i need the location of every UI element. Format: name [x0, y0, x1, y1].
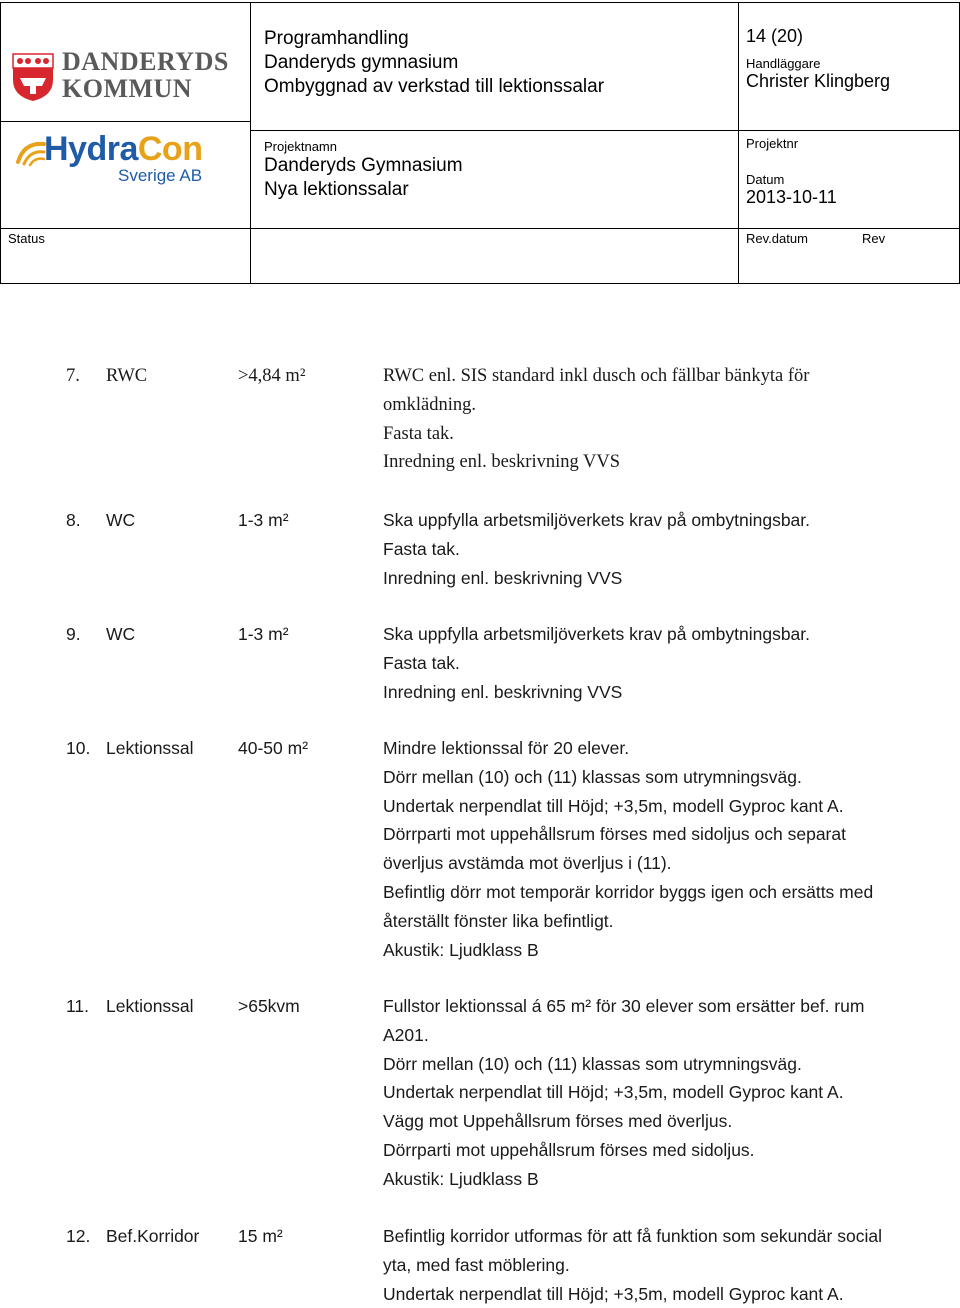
logo-subtitle: Sverige AB — [118, 166, 203, 185]
item-number: 9. — [66, 624, 81, 644]
divider — [0, 228, 960, 229]
room-description — [383, 734, 943, 964]
projektnr-label: Projektnr — [746, 136, 799, 151]
description-line: Ska uppfylla arbetsmiljöverkets krav på ombytningsbar. — [383, 624, 811, 644]
description-line: omklädning. — [383, 394, 477, 415]
room-description — [383, 362, 943, 477]
description-line: överljus avstämda mot överljus i (11). — [383, 853, 672, 874]
item-number: 10. — [66, 738, 91, 758]
room-area: 15 m² — [238, 1226, 283, 1246]
room-name: Lektionssal — [106, 996, 194, 1016]
description-line: Dörrparti mot uppehållsrum förses med sidoljus och separat — [383, 824, 846, 845]
hydracon-mark-icon — [14, 138, 48, 168]
room-area: >4,84 m² — [238, 366, 306, 386]
room-name: Bef.Korridor — [106, 1226, 200, 1246]
description-line: Fullstor lektionssal á 65 m² för 30 elever som ersätter bef. rum — [383, 996, 865, 1016]
room-area: 1-3 m² — [238, 510, 289, 530]
document-title: Ombyggnad av verkstad till lektionssalar — [264, 76, 605, 97]
description-line: Undertak nerpendlat till Höjd; +3,5m, modell Gyproc kant A. — [383, 1283, 844, 1304]
description-line: Inredning enl. beskrivning VVS — [383, 452, 621, 473]
hydracon-wordmark — [44, 130, 202, 169]
item-number: 11. — [66, 996, 90, 1016]
document-header — [0, 0, 960, 284]
description-line: Ska uppfylla arbetsmiljöverkets krav på ombytningsbar. — [383, 510, 811, 530]
divider — [250, 130, 960, 131]
danderyds-kommun-wordmark — [62, 48, 229, 102]
divider — [0, 121, 250, 122]
datum-value: 2013-10-11 — [746, 187, 837, 207]
room-description — [383, 506, 943, 592]
room-area: 1-3 m² — [238, 624, 289, 644]
item-number: 12. — [66, 1226, 91, 1246]
room-name: WC — [106, 510, 136, 530]
description-line: Fasta tak. — [383, 423, 454, 444]
room-name: Lektionssal — [106, 738, 194, 758]
hydracon-logo — [14, 130, 214, 186]
logo-text-hydra: Hydra — [44, 130, 138, 168]
room-description — [383, 1222, 943, 1308]
description-line: Fasta tak. — [383, 652, 460, 673]
description-line: Dörrparti mot uppehållsrum förses med sidoljus. — [383, 1139, 755, 1160]
logo-text-con: Con — [137, 130, 203, 168]
description-line: Dörr mellan (10) och (11) klassas som utrymningsväg. — [383, 1053, 802, 1074]
projektnamn-line-1: Danderyds Gymnasium — [264, 155, 463, 176]
item-number: 7. — [66, 366, 80, 386]
coat-of-arms-icon — [12, 52, 54, 102]
revdatum-label: Rev.datum — [746, 231, 808, 246]
item-number: 8. — [66, 510, 81, 530]
description-line: yta, med fast möblering. — [383, 1254, 570, 1275]
danderyds-kommun-logo — [12, 48, 244, 106]
divider — [0, 2, 1, 284]
document-subject: Danderyds gymnasium — [264, 52, 459, 73]
description-line: Undertak nerpendlat till Höjd; +3,5m, modell Gyproc kant A. — [383, 1082, 844, 1103]
page-number: 14 (20) — [746, 26, 804, 46]
description-line: Mindre lektionssal för 20 elever. — [383, 738, 630, 758]
header-border-top — [0, 2, 960, 3]
description-line: Befintlig korridor utformas för att få funktion som sekundär social — [383, 1226, 882, 1246]
description-line: Undertak nerpendlat till Höjd; +3,5m, modell Gyproc kant A. — [383, 795, 844, 816]
room-area: 40-50 m² — [238, 738, 309, 758]
datum-label: Datum — [746, 172, 785, 187]
room-description — [383, 620, 943, 706]
room-name: WC — [106, 624, 136, 644]
logo-line-2: KOMMUN — [62, 74, 193, 103]
description-line: Inredning enl. beskrivning VVS — [383, 567, 623, 588]
description-line: Dörr mellan (10) och (11) klassas som utrymningsväg. — [383, 766, 802, 787]
description-line: Akustik: Ljudklass B — [383, 939, 539, 960]
description-line: återställt fönster lika befintligt. — [383, 910, 614, 931]
description-line: Befintlig dörr mot temporär korridor byggs igen och ersätts med — [383, 881, 874, 902]
divider — [738, 2, 739, 284]
divider — [250, 2, 251, 284]
handlaggare-value: Christer Klingberg — [746, 71, 891, 91]
description-line: Vägg mot Uppehållsrum förses med överljus. — [383, 1111, 733, 1132]
rev-label: Rev — [862, 231, 886, 246]
header-border-bottom — [0, 283, 960, 284]
description-line: RWC enl. SIS standard inkl dusch och fällbar bänkyta för — [383, 366, 810, 386]
projektnamn-line-2: Nya lektionssalar — [264, 179, 409, 200]
description-line: A201. — [383, 1024, 429, 1045]
description-line: Inredning enl. beskrivning VVS — [383, 681, 623, 702]
room-name: RWC — [106, 366, 148, 386]
room-description — [383, 992, 943, 1194]
projektnamn-label: Projektnamn — [264, 139, 337, 154]
handlaggare-label: Handläggare — [746, 56, 821, 71]
logo-line-1: DANDERYDS — [62, 47, 229, 76]
description-line: Fasta tak. — [383, 538, 460, 559]
description-line: Akustik: Ljudklass B — [383, 1168, 539, 1189]
status-label: Status — [8, 231, 45, 246]
document-type: Programhandling — [264, 28, 409, 49]
room-area: >65kvm — [238, 996, 300, 1016]
